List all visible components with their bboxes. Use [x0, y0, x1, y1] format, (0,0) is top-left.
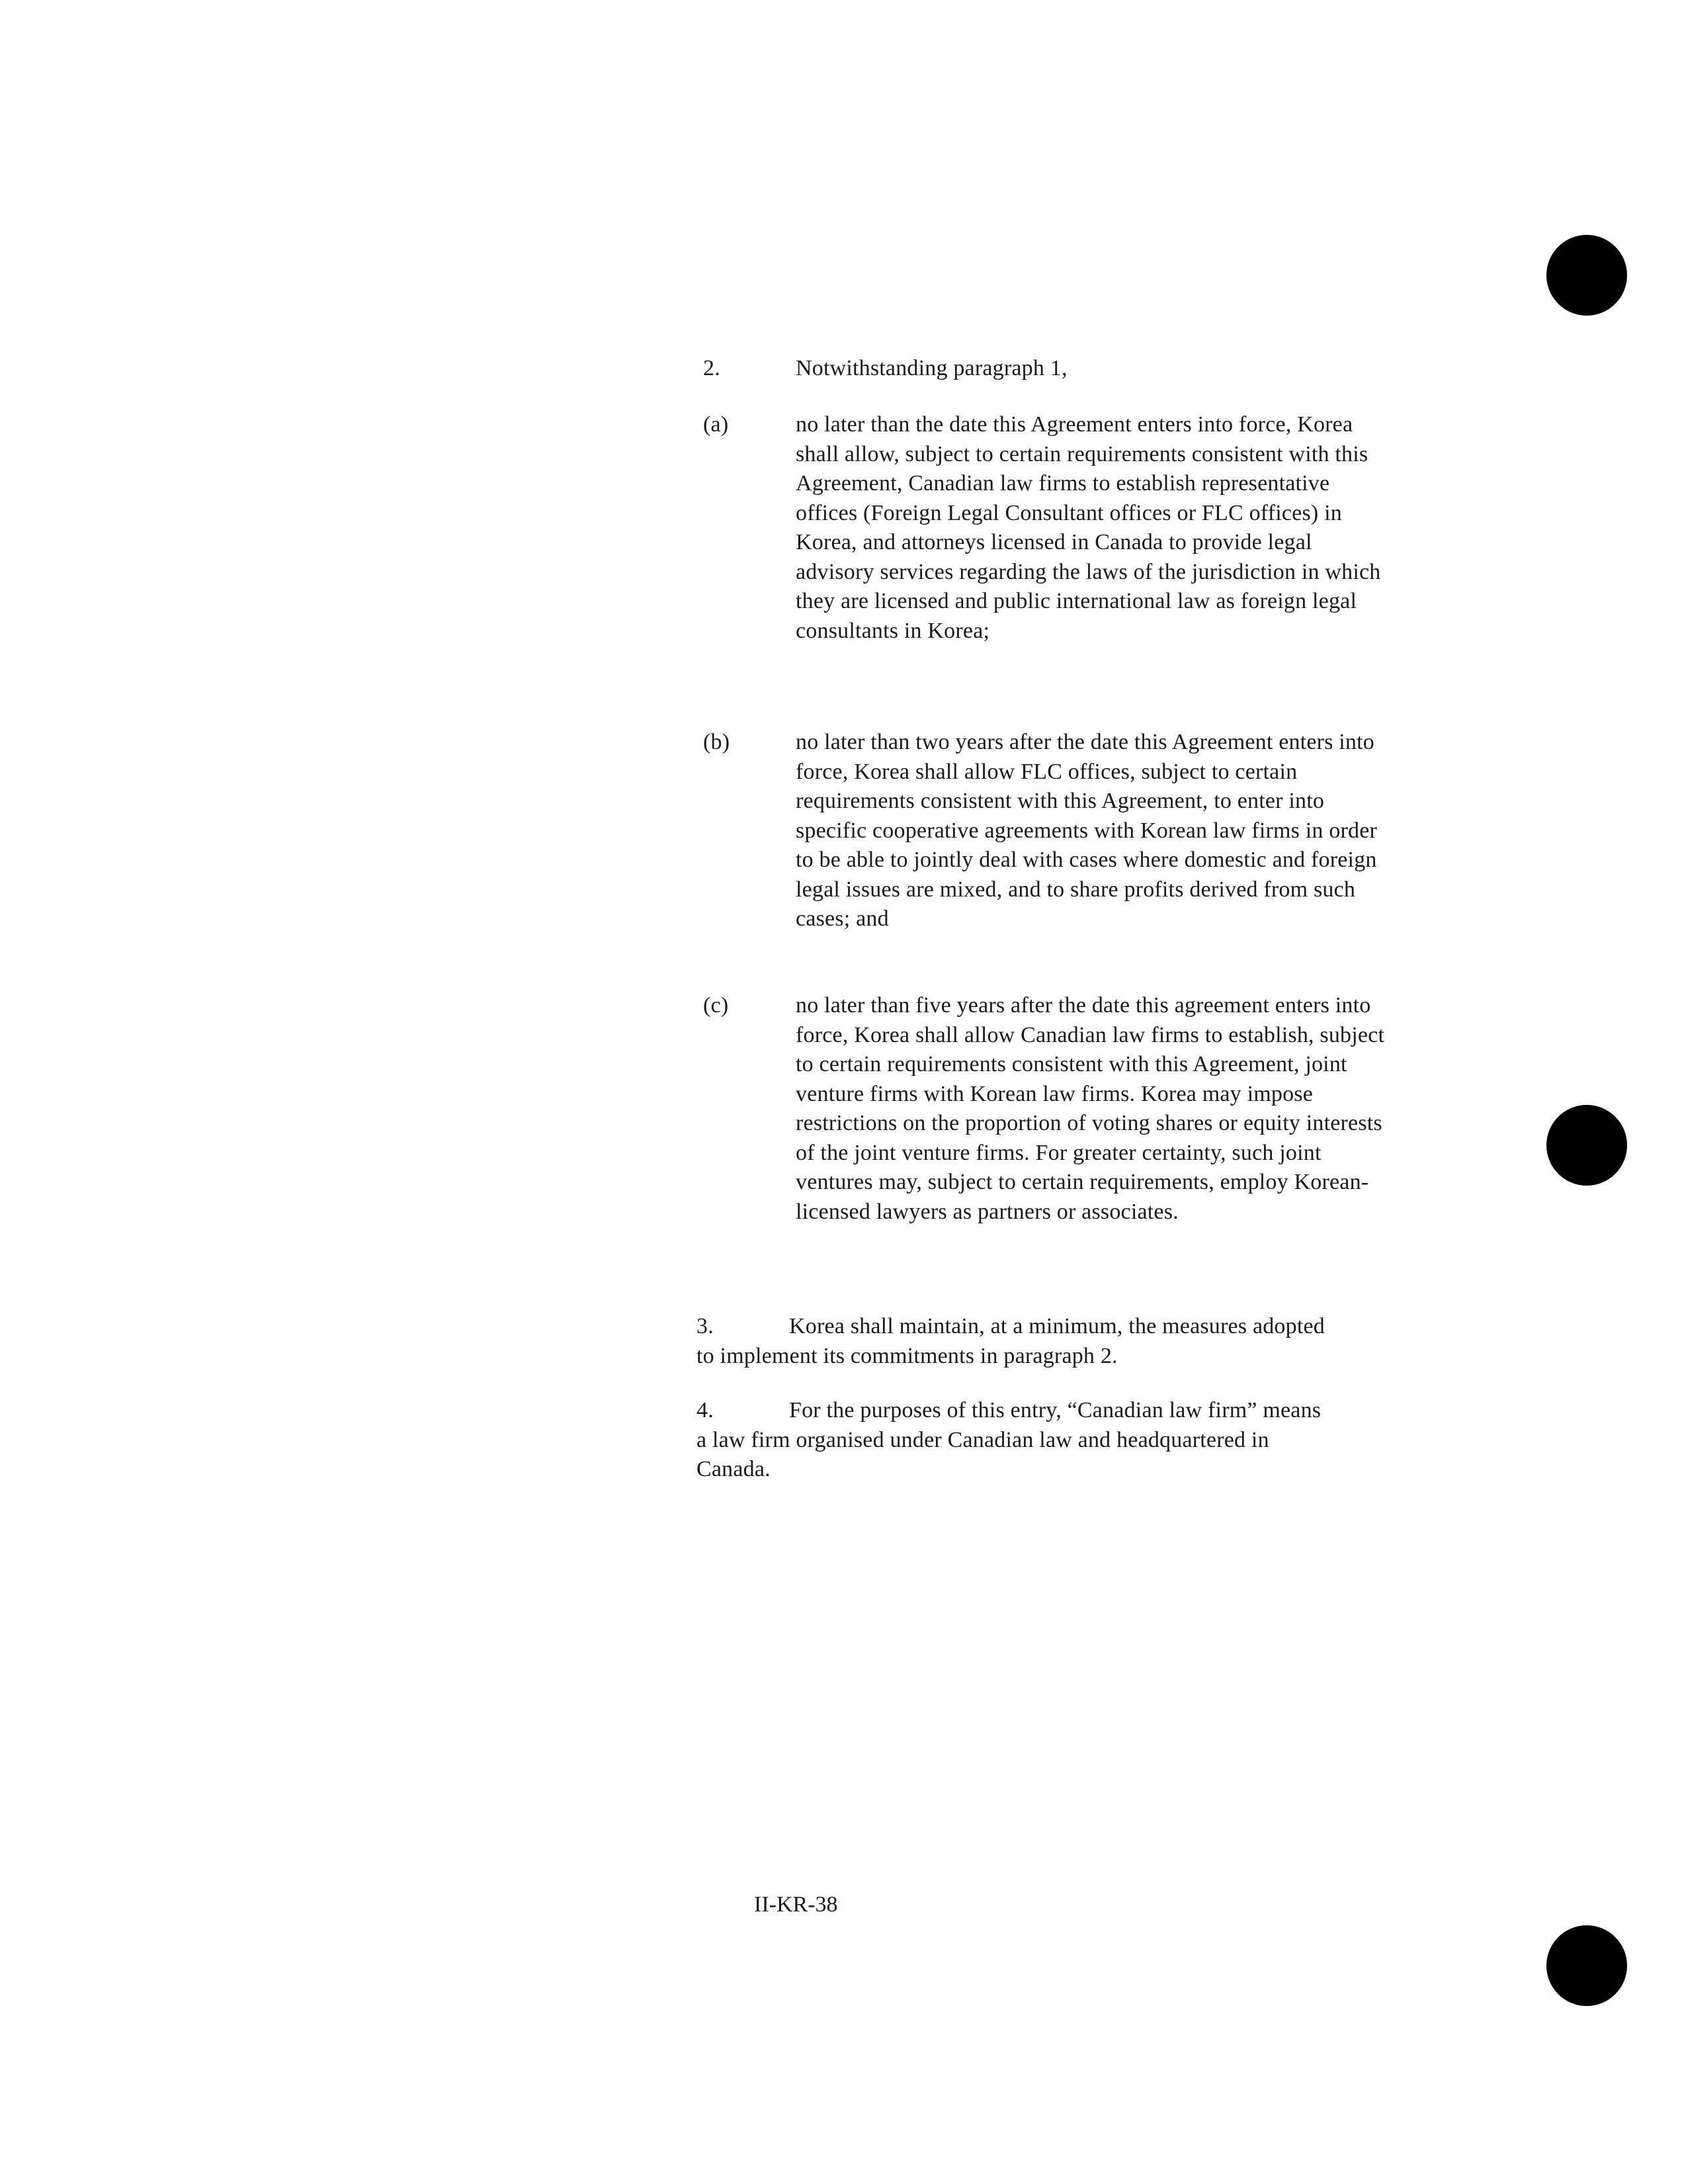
- page-number: II-KR-38: [754, 1892, 838, 1917]
- sub-item-b-text: no later than two years after the date this Agreement enters into force, Korea shall allow FLC offices, subject to certain requirements consistent with this Agreement, to enter into specific cooperative agreements with Korean law firms in order to be able to jointly deal with cases where domestic and foreign legal issues are mixed, and to share profits derived from such cases; and: [796, 730, 1378, 931]
- paragraph-4-number: 4.: [696, 1398, 714, 1422]
- punch-hole-middle: [1546, 1105, 1627, 1186]
- paragraph-2-number: 2.: [703, 356, 720, 380]
- sub-item-b-label: (b): [703, 730, 730, 754]
- sub-item-c-label: (c): [703, 993, 729, 1018]
- paragraph-4-text: For the purposes of this entry, “Canadian law firm” means a law firm organised under Canadian law and headquartered in Canada.: [696, 1398, 1322, 1481]
- sub-item-a-label: (a): [703, 412, 729, 437]
- paragraph-3-text: Korea shall maintain, at a minimum, the measures adopted to implement its commitments in paragraph 2.: [696, 1314, 1325, 1368]
- paragraph-2-text: Notwithstanding paragraph 1,: [796, 356, 1068, 380]
- sub-item-c-text: no later than five years after the date this agreement enters into force, Korea shall allow Canadian law firms to establish, subject to certain requirements consistent with this Agreement, joint venture firms with Korean law firms. Korea may impose restrictions on the proportion of voting shares or equity interests of the joint venture firms. For greater certainty, such joint ventures may, subject to certain requirements, employ Korean-licensed lawyers as partners or associates.: [796, 993, 1385, 1224]
- paragraph-3: [696, 1312, 1331, 1371]
- punch-hole-top: [1546, 235, 1627, 316]
- punch-hole-bottom: [1546, 1925, 1627, 2006]
- paragraph-3-number: 3.: [696, 1314, 714, 1338]
- paragraph-4: [696, 1396, 1331, 1485]
- sub-item-a-text: no later than the date this Agreement enters into force, Korea shall allow, subject to certain requirements consistent with this Agreement, Canadian law firms to establish representative offices (Foreign Legal Consultant offices or FLC offices) in Korea, and attorneys licensed in Canada to provide legal advisory services regarding the laws of the jurisdiction in which they are licensed and public international law as foreign legal consultants in Korea;: [796, 412, 1381, 643]
